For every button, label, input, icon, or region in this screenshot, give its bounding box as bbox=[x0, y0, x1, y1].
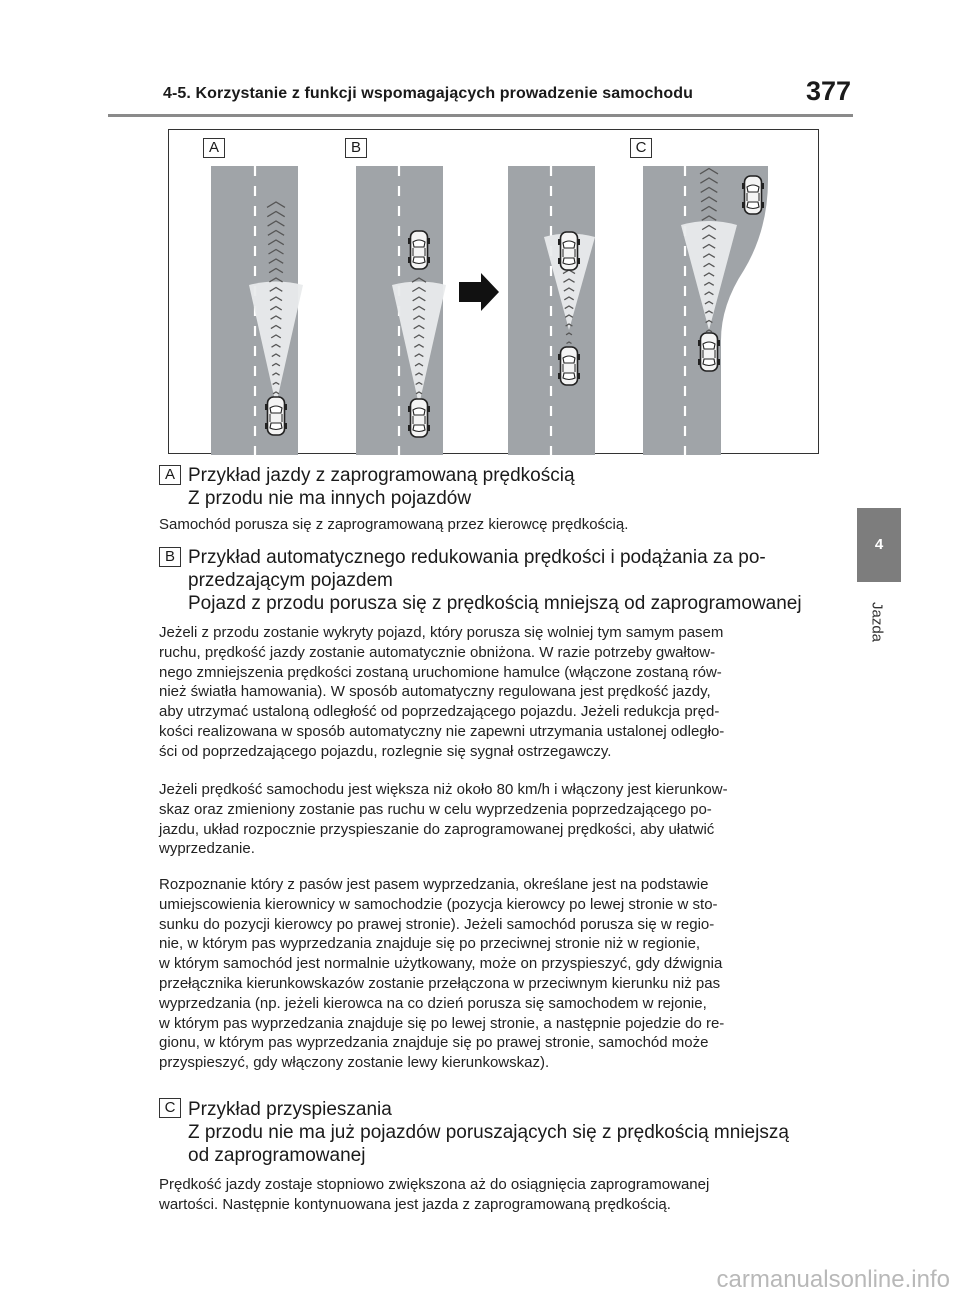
section-b-paragraph-1 bbox=[159, 623, 839, 762]
text-line: przełącznika kierunkowskazów zostanie przełączona w przeciwnym kierunku niż pas bbox=[159, 974, 721, 992]
section-b-heading-line: przedzającym pojazdem bbox=[188, 570, 393, 591]
lane-markings bbox=[255, 166, 685, 455]
chapter-title: 4-5. Korzystanie z funkcji wspomagających prowadzenie samochodu bbox=[163, 85, 693, 102]
section-a-heading-line: Przykład jazdy z zaprogramowaną prędkością bbox=[188, 465, 575, 486]
section-marker-a: A bbox=[159, 465, 181, 485]
page-number: 377 bbox=[806, 76, 852, 106]
text-line: kości realizowana w sposób automatyczny nie zapewni utrzymania ustalonej odległo- bbox=[159, 722, 725, 740]
figure-label-b: B bbox=[345, 138, 367, 158]
text-line: w którym pas wyprzedzania znajduje się po lewej stronie, a następnie pojedzie do re- bbox=[159, 1014, 725, 1032]
text-line: sunku do pozycji kierowcy po prawej stronie). Jeżeli samochód porusza się w regio- bbox=[159, 915, 715, 933]
text-line: nie, w którym pas wyprzedzania znajduje się po przeciwnej stronie niż w regionie, bbox=[159, 935, 701, 953]
section-a-heading bbox=[188, 464, 575, 510]
text-line: wyprzedzanie. bbox=[159, 840, 255, 858]
text-line: Jeżeli z przodu zostanie wykryty pojazd, który porusza się wolniej tym samym pasem bbox=[159, 624, 724, 641]
text-line: aby utrzymać ustaloną odległość od poprzedzającego pojazdu. Jeżeli redukcja pręd- bbox=[159, 703, 720, 721]
passed-car-c bbox=[742, 176, 764, 214]
section-a-heading-line: Z przodu nie ma innych pojazdów bbox=[188, 488, 472, 509]
figure-label-a: A bbox=[203, 138, 225, 158]
text-line: umiejscowienia kierownicy w samochodzie (pozycja kierowcy po lewej stronie w sto- bbox=[159, 895, 718, 913]
text-line: Rozpoznanie który z pasów jest pasem wyprzedzania, określane jest na podstawie bbox=[159, 876, 709, 893]
text-line: ruchu, prędkość jazdy zostanie automatycznie obniżona. W razie potrzeby gwałtow- bbox=[159, 643, 716, 661]
section-marker-b: B bbox=[159, 547, 181, 567]
section-c-heading-line: Przykład przyspieszania bbox=[188, 1099, 392, 1120]
arrow-right-icon bbox=[459, 273, 499, 311]
diagram-canvas bbox=[169, 130, 820, 455]
text-line: gionu, w którym pas wyprzedzania znajduje się po prawej stronie, samochód może bbox=[159, 1034, 709, 1052]
section-c-heading-line: Z przodu nie ma już pojazdów poruszających się z prędkością mniejszą bbox=[188, 1122, 789, 1143]
chapter-tab-label bbox=[862, 590, 892, 654]
chapter-tab-label-text: Jazda bbox=[868, 601, 886, 643]
text-line: wartości. Następnie kontynuowana jest jazda z zaprogramowaną prędkością. bbox=[159, 1195, 671, 1213]
watermark: carmanualsonline.info bbox=[716, 1266, 950, 1293]
own-car-b bbox=[408, 399, 430, 437]
header-divider bbox=[108, 114, 853, 117]
text-line: przyspieszyć, gdy włączony zostanie lewy kierunkowskaz). bbox=[159, 1054, 550, 1072]
section-marker-c: C bbox=[159, 1098, 181, 1118]
own-car-b-after bbox=[558, 347, 580, 385]
text-line: wyprzedzania (np. jeżeli kierowca na co dzień porusza się samochodem w rejonie, bbox=[159, 994, 707, 1012]
section-b-heading-line: Pojazd z przodu porusza się z prędkością mniejszą od zaprogramowanej bbox=[188, 593, 802, 614]
section-b-heading bbox=[188, 546, 802, 615]
section-b-heading-line: Przykład automatycznego redukowania prędkości i podążania za po- bbox=[188, 547, 766, 568]
text-line: jazdu, układ rozpocznie przyspieszanie do zaprogramowanej prędkości, aby ułatwić bbox=[159, 820, 715, 838]
cruise-control-diagram bbox=[168, 129, 819, 454]
text-line: Jeżeli prędkość samochodu jest większa niż około 80 km/h i włączony jest kierunkow- bbox=[159, 781, 728, 798]
section-b-paragraph-3 bbox=[159, 875, 839, 1073]
own-car-a bbox=[265, 397, 287, 435]
section-c-heading bbox=[188, 1098, 789, 1167]
text-line: w którym samochód jest normalnie użytkowany, może on przyspieszyć, gdy dźwignia bbox=[159, 955, 723, 973]
own-car-c bbox=[698, 333, 720, 371]
section-c-heading-line: od zaprogramowanej bbox=[188, 1145, 366, 1166]
text-line: nego zmniejszenia prędkości zostaną uruchomione hamulce (włączone zostaną rów- bbox=[159, 663, 722, 681]
lead-car-b-after bbox=[558, 232, 580, 270]
text-line: Prędkość jazdy zostaje stopniowo zwiększona aż do osiągnięcia zaprogramowanej bbox=[159, 1176, 710, 1193]
text-line: nież światła hamowania). W sposób automatyczny regulowana jest prędkość jazdy, bbox=[159, 683, 711, 701]
chapter-tab[interactable]: 4 bbox=[857, 508, 901, 582]
section-b-paragraph-2 bbox=[159, 780, 839, 859]
text-line: ści od poprzedzającego pojazdu, rozlegnie się sygnał ostrzegawczy. bbox=[159, 742, 612, 760]
section-c-paragraph bbox=[159, 1175, 839, 1215]
text-line: Samochód porusza się z zaprogramowaną przez kierowcę prędkością. bbox=[159, 516, 629, 533]
section-a-paragraph bbox=[159, 515, 839, 535]
figure-label-c: C bbox=[630, 138, 652, 158]
text-line: skaz oraz zmieniony zostanie pas ruchu w celu wyprzedzenia poprzedzającego po- bbox=[159, 800, 712, 818]
lead-car-b bbox=[408, 231, 430, 269]
